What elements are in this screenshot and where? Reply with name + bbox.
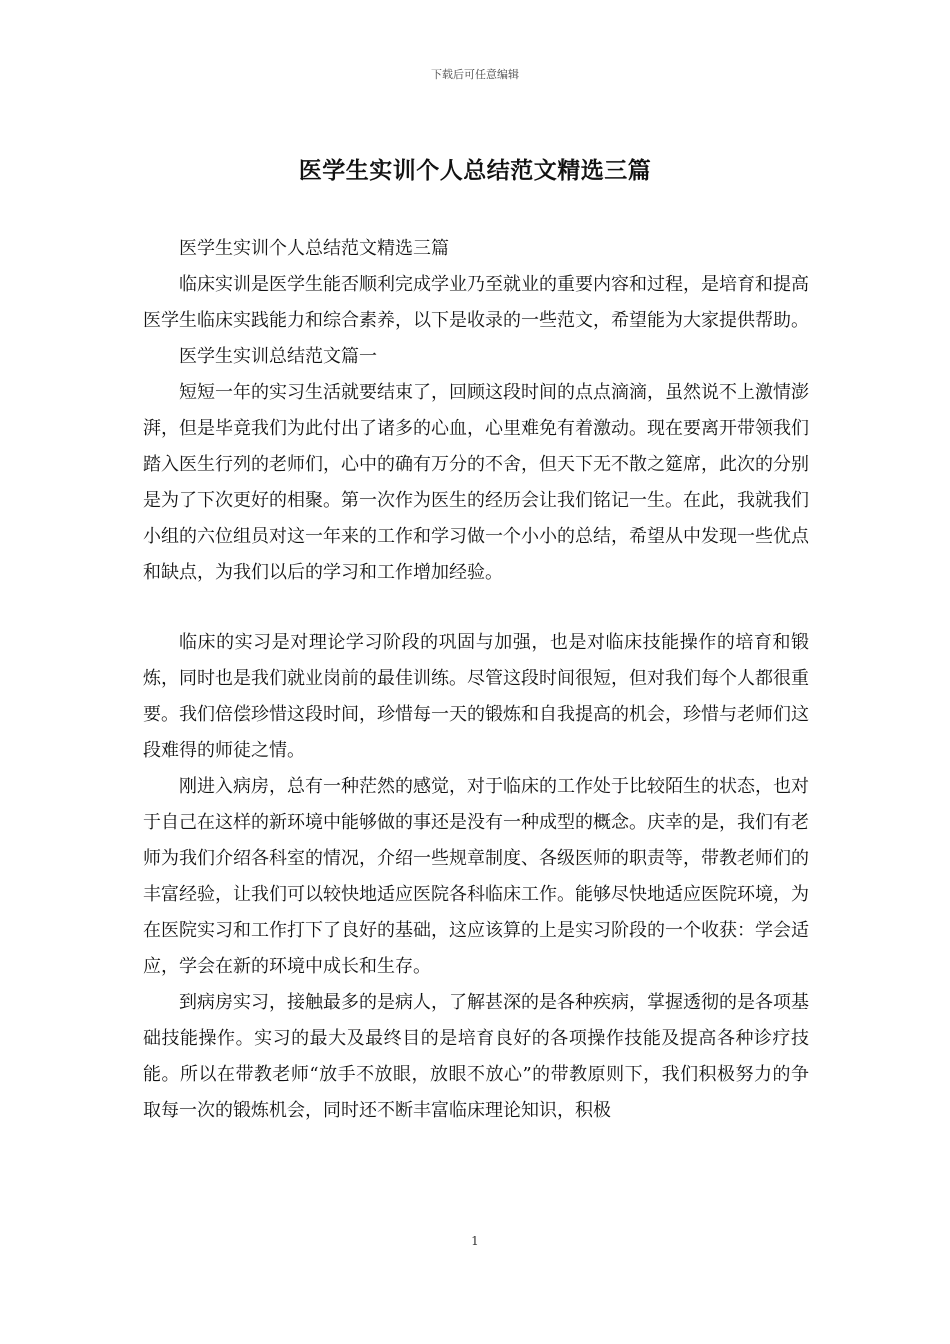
paragraph: 临床的实习是对理论学习阶段的巩固与加强，也是对临床技能操作的培育和锻炼，同时也是我们就业岗前的最佳训练。尽管这段时间很短，但对我们每个人都很重要。我们倍偿珍惜这段时间，珍惜每一天的锻炼和自我提高的机会，珍惜与老师们这段难得的师徒之情。: [143, 632, 809, 761]
document-title: 医学生实训个人总结范文精选三篇: [298, 157, 652, 184]
page-header: 下载后可任意编辑: [431, 68, 519, 81]
paragraph: 短短一年的实习生活就要结束了，回顾这段时间的点点滴滴，虽然说不上激情澎湃，但是毕竟我们为此付出了诸多的心血，心里难免有着激动。现在要离开带领我们踏入医生行列的老师们，心中的确有万分的不舍，但天下无不散之筵席，此次的分别是为了下次更好的相聚。第一次作为医生的经历会让我们铭记一生。在此，我就我们小组的六位组员对这一年来的工作和学习做一个小小的总结，希望从中发现一些优点和缺点，为我们以后的学习和工作增加经验。: [143, 382, 809, 583]
document-body: [143, 231, 809, 1129]
paragraph-intro: 临床实训是医学生能否顺利完成学业乃至就业的重要内容和过程，是培育和提高医学生临床实践能力和综合素养，以下是收录的一些范文，希望能为大家提供帮助。: [143, 274, 809, 331]
page-number: 1: [471, 1234, 479, 1248]
paragraph-subtitle: 医学生实训个人总结范文精选三篇: [179, 238, 449, 259]
paragraph: 刚进入病房，总有一种茫然的感觉，对于临床的工作处于比较陌生的状态，也对于自己在这样的新环境中能够做的事还是没有一种成型的概念。庆幸的是，我们有老师为我们介绍各科室的情况，介绍一些规章制度、各级医师的职责等，带教老师们的丰富经验，让我们可以较快地适应医院各科临床工作。能够尽快地适应医院环境，为在医院实习和工作打下了良好的基础，这应该算的上是实习阶段的一个收获：学会适应，学会在新的环境中成长和生存。: [143, 776, 809, 977]
section-heading-1: 医学生实训总结范文篇一: [179, 346, 377, 367]
paragraph-gap: [143, 591, 809, 625]
paragraph: 到病房实习，接触最多的是病人，了解甚深的是各种疾病，掌握透彻的是各项基础技能操作。实习的最大及最终目的是培育良好的各项操作技能及提高各种诊疗技能。所以在带教老师“放手不放眼，放眼不放心”的带教原则下，我们积极努力的争取每一次的锻炼机会，同时还不断丰富临床理论知识，积极: [143, 992, 809, 1121]
